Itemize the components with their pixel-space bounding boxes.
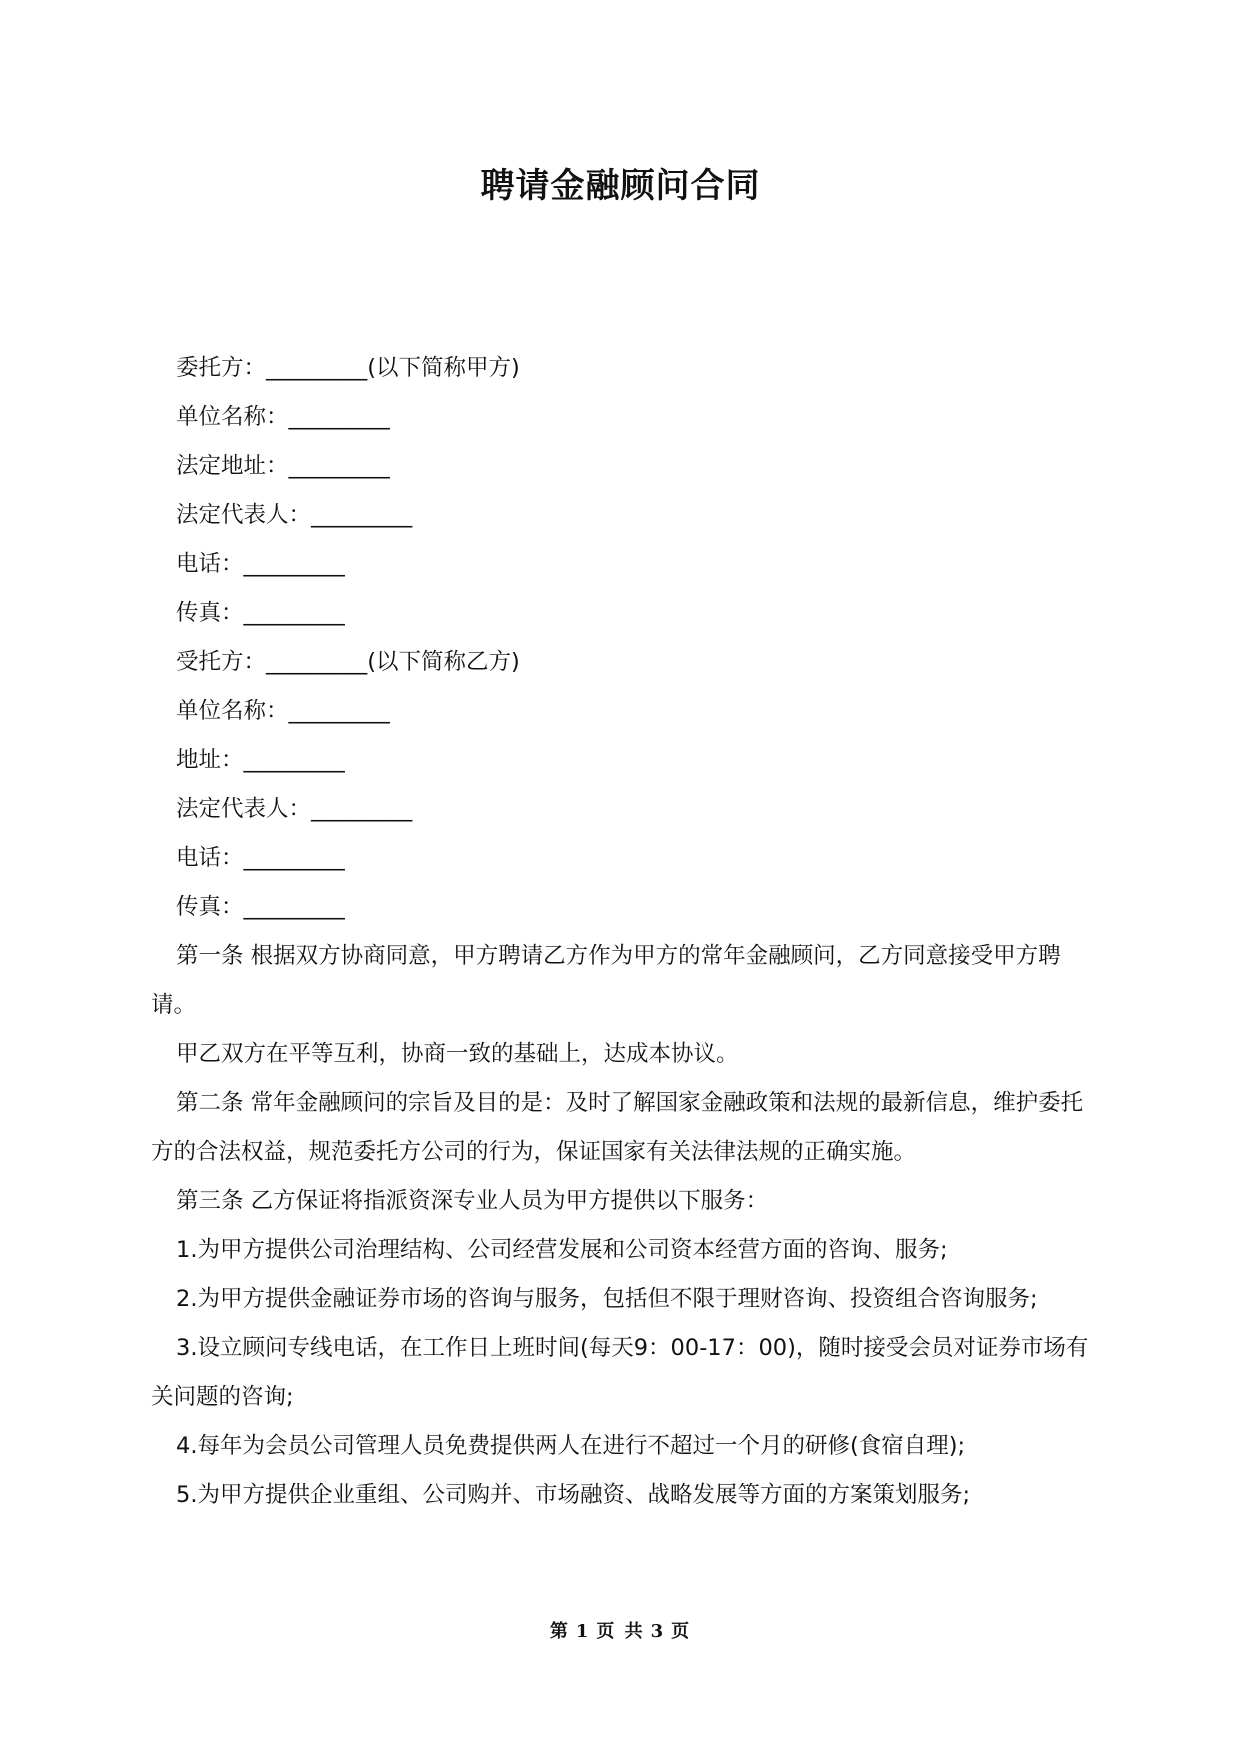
- field-trustee: 受托方：_________(以下简称乙方): [176, 649, 520, 675]
- field-client-phone: 电话：_________: [176, 551, 345, 577]
- page-current: 1: [575, 1621, 591, 1642]
- field-client-fax: 传真：_________: [176, 600, 345, 626]
- field-trustee-unit-name: 单位名称：_________: [176, 698, 390, 724]
- field-trustee-fax: 传真：_________: [176, 894, 345, 920]
- field-trustee-legal-representative: 法定代表人：_________: [176, 796, 413, 822]
- service-item-1: 1.为甲方提供公司治理结构、公司经营发展和公司资本经营方面的咨询、服务;: [176, 1237, 948, 1263]
- article-3: 第三条 乙方保证将指派资深专业人员为甲方提供以下服务：: [176, 1188, 769, 1214]
- page-label-suffix: 页: [671, 1621, 692, 1642]
- field-client: 委托方：_________(以下简称甲方): [176, 355, 520, 381]
- agreement-statement: 甲乙双方在平等互利，协商一致的基础上，达成本协议。: [176, 1041, 739, 1067]
- page-label-prefix: 第: [549, 1621, 570, 1642]
- article-2: 第二条 常年金融顾问的宗旨及目的是：及时了解国家金融政策和法规的最新信息，维护委托方的合法权益，规范委托方公司的行为，保证国家有关法律法规的正确实施。: [151, 1090, 1084, 1165]
- service-item-5: 5.为甲方提供企业重组、公司购并、市场融资、战略发展等方面的方案策划服务;: [176, 1482, 971, 1508]
- service-item-4: 4.每年为会员公司管理人员免费提供两人在进行不超过一个月的研修(食宿自理);: [176, 1433, 966, 1459]
- field-trustee-address: 地址：_________: [176, 747, 345, 773]
- document-title: 聘请金融顾问合同: [480, 166, 761, 206]
- article-1: 第一条 根据双方协商同意，甲方聘请乙方作为甲方的常年金融顾问，乙方同意接受甲方聘请。: [151, 943, 1061, 1018]
- page-footer: [0, 1617, 1241, 1643]
- field-trustee-phone: 电话：_________: [176, 845, 345, 871]
- field-client-legal-address: 法定地址：_________: [176, 453, 390, 479]
- document-body: [151, 344, 1098, 1520]
- page-total: 3: [650, 1621, 666, 1642]
- service-item-2: 2.为甲方提供金融证券市场的咨询与服务，包括但不限于理财咨询、投资组合咨询服务;: [176, 1286, 1038, 1312]
- field-client-unit-name: 单位名称：_________: [176, 404, 390, 430]
- page-label-mid: 页 共: [596, 1621, 645, 1642]
- field-client-legal-representative: 法定代表人：_________: [176, 502, 413, 528]
- service-item-3: 3.设立顾问专线电话，在工作日上班时间(每天9：00-17：00)，随时接受会员对证券市场有关问题的咨询;: [151, 1335, 1089, 1410]
